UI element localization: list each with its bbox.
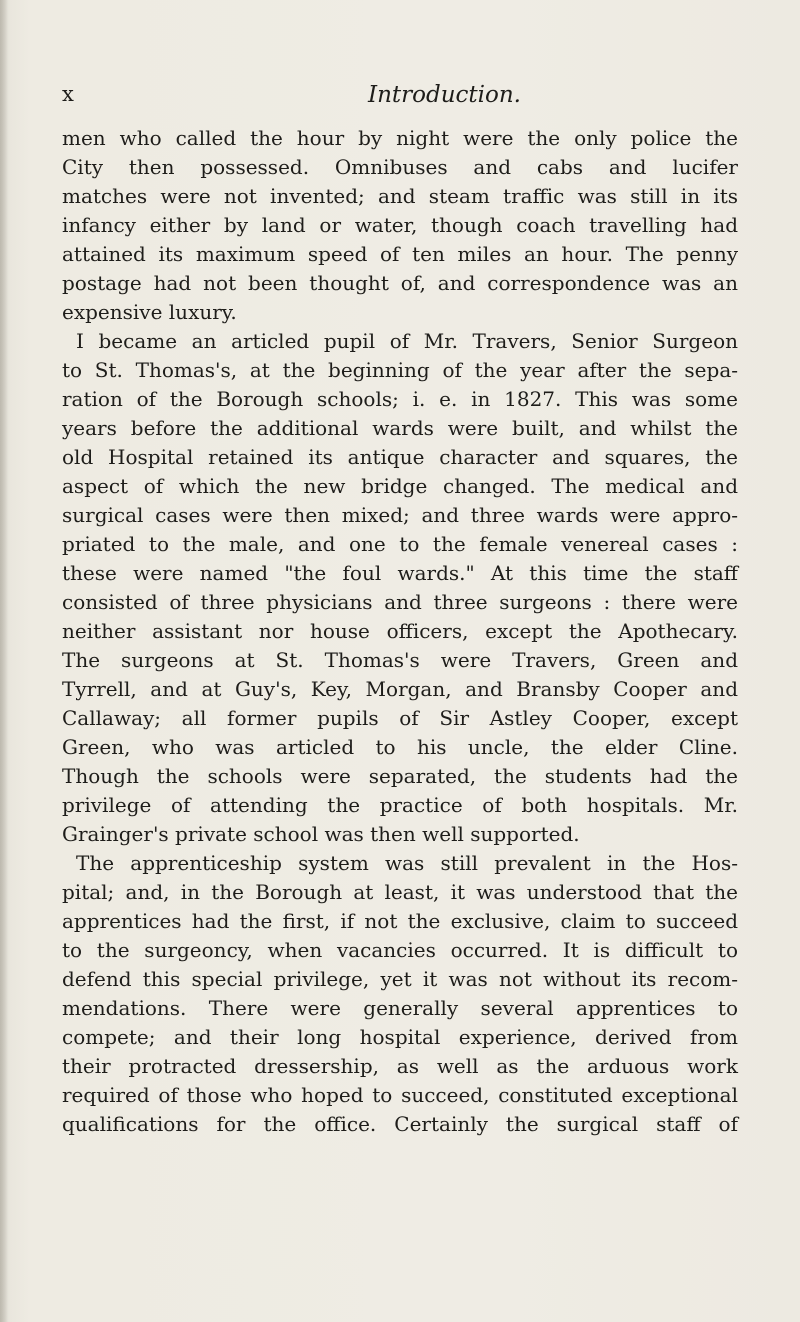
text-line: ration of the Borough schools; i. e. in 1827. This was some [62,387,738,411]
running-head [62,82,722,112]
text-line: old Hospital retained its antique character and squares, the [62,445,738,469]
text-line: postage had not been thought of, and correspondence was an [62,271,738,295]
paragraph-start-line: I became an articled pupil of Mr. Travers, Senior Surgeon [76,329,738,353]
text-line: defend this special privilege, yet it was not without its recom- [62,967,738,991]
text-line: to St. Thomas's, at the beginning of the year after the sepa- [62,358,738,382]
text-line: aspect of which the new bridge changed. The medical and [62,474,738,498]
page-number: x [62,82,75,106]
paragraph-start-line: The apprenticeship system was still prevalent in the Hos- [76,851,738,875]
text-line: Callaway; all former pupils of Sir Astley Cooper, except [62,706,738,730]
text-line: privilege of attending the practice of both hospitals. Mr. [62,793,738,817]
text-line: Green, who was articled to his uncle, the elder Cline. [62,735,738,759]
text-line: apprentices had the first, if not the exclusive, claim to succeed [62,909,738,933]
text-line: their protracted dressership, as well as the arduous work [62,1054,738,1078]
text-line: attained its maximum speed of ten miles an hour. The penny [62,242,738,266]
text-line: priated to the male, and one to the female venereal cases : [62,532,738,556]
text-line: matches were not invented; and steam traffic was still in its [62,184,738,208]
text-line: years before the additional wards were built, and whilst the [62,416,738,440]
text-line: Grainger's private school was then well supported. [62,822,580,846]
text-line: The surgeons at St. Thomas's were Travers, Green and [62,648,738,672]
text-line: compete; and their long hospital experience, derived from [62,1025,738,1049]
text-line: to the surgeoncy, when vacancies occurred. It is difficult to [62,938,738,962]
text-line: surgical cases were then mixed; and three wards were appro- [62,503,738,527]
text-line: pital; and, in the Borough at least, it was understood that the [62,880,738,904]
text-line: expensive luxury. [62,300,237,324]
body-text [62,124,738,1139]
text-line: Tyrrell, and at Guy's, Key, Morgan, and Bransby Cooper and [62,677,738,701]
text-line: these were named "the foul wards." At this time the staff [62,561,738,585]
text-line: infancy either by land or water, though coach travelling had [62,213,738,237]
text-line: City then possessed. Omnibuses and cabs and lucifer [62,155,738,179]
running-title: Introduction. [368,82,521,108]
text-line: required of those who hoped to succeed, constituted exceptional [62,1083,738,1107]
binding-shadow [0,0,8,1322]
text-line: mendations. There were generally several apprentices to [62,996,738,1020]
text-line: qualifications for the office. Certainly the surgical staff of [62,1112,738,1136]
text-line: men who called the hour by night were the only police the [62,126,738,150]
text-line: neither assistant nor house officers, except the Apothecary. [62,619,738,643]
text-line: consisted of three physicians and three surgeons : there were [62,590,738,614]
text-line: Though the schools were separated, the students had the [62,764,738,788]
